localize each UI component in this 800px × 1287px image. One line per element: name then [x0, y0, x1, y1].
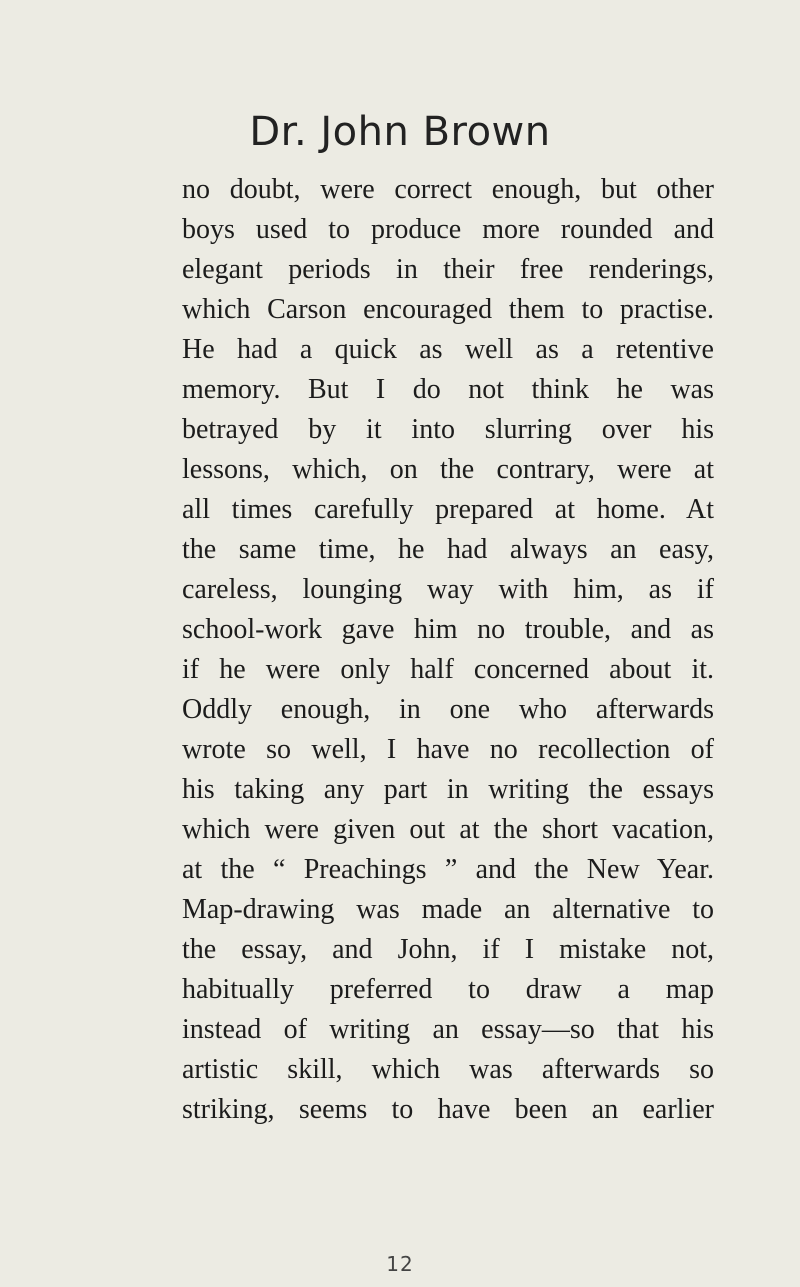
text-line: Oddly enough, in one who afterwards: [182, 694, 714, 725]
body-text: [182, 170, 714, 1130]
text-line: if he were only half concerned about it.: [182, 654, 714, 685]
text-line: habitually preferred to draw a map: [182, 974, 714, 1005]
text-line: betrayed by it into slurring over his: [182, 414, 714, 445]
text-line: Map-drawing was made an alternative to: [182, 894, 714, 925]
text-line: wrote so well, I have no recollection of: [182, 734, 714, 765]
text-line: which were given out at the short vacation,: [182, 814, 714, 845]
text-line: which Carson encouraged them to practise.: [182, 294, 714, 325]
text-line: instead of writing an essay—so that his: [182, 1014, 714, 1045]
text-line: elegant periods in their free renderings,: [182, 254, 714, 285]
text-line: He had a quick as well as a retentive: [182, 334, 714, 365]
text-line: school-work gave him no trouble, and as: [182, 614, 714, 645]
text-line: at the “ Preachings ” and the New Year.: [182, 854, 714, 885]
text-line: the same time, he had always an easy,: [182, 534, 714, 565]
text-line: the essay, and John, if I mistake not,: [182, 934, 714, 965]
running-head: Dr. John Brown: [249, 109, 551, 155]
text-line: no doubt, were correct enough, but other: [182, 174, 714, 205]
text-line: careless, lounging way with him, as if: [182, 574, 714, 605]
text-line: boys used to produce more rounded and: [182, 214, 714, 245]
text-line: artistic skill, which was afterwards so: [182, 1054, 714, 1085]
text-line: lessons, which, on the contrary, were at: [182, 454, 714, 485]
text-line: his taking any part in writing the essays: [182, 774, 714, 805]
text-line: memory. But I do not think he was: [182, 374, 714, 405]
text-line: all times carefully prepared at home. At: [182, 494, 714, 525]
text-line: striking, seems to have been an earlier: [182, 1094, 714, 1125]
page-number: 12: [386, 1252, 414, 1276]
